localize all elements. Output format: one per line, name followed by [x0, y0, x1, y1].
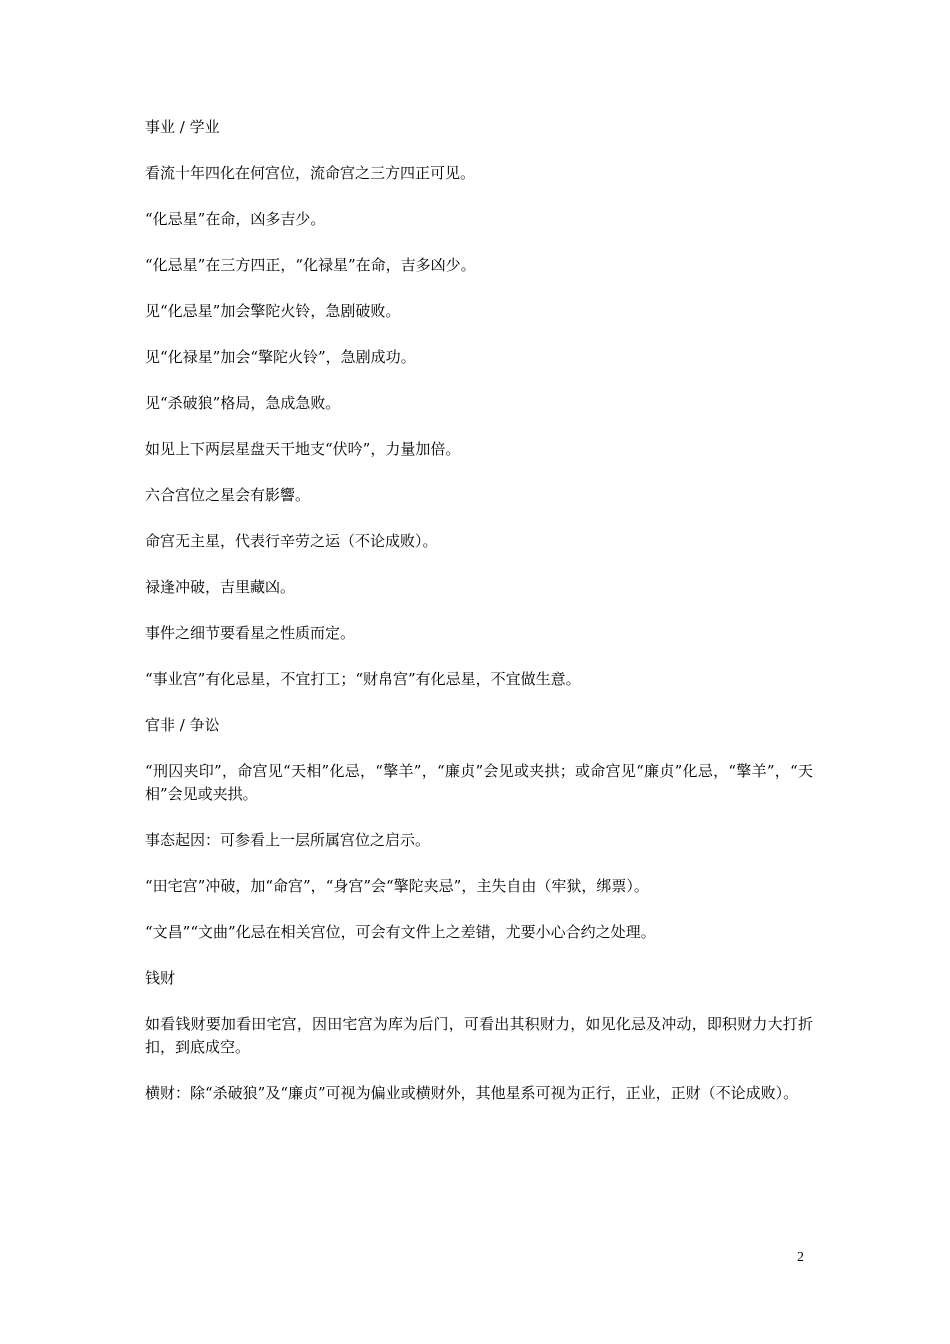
document-body	[145, 116, 813, 1128]
paragraph: 看流十年四化在何宫位，流命宫之三方四正可见。	[145, 164, 476, 182]
paragraph: 见“杀破狼”格局，急成急败。	[145, 394, 341, 412]
paragraph: 横财：除“杀破狼”及“廉贞”可视为偏业或横财外，其他星系可视为正行，正业，正财（不论成败）。	[145, 1084, 799, 1102]
paragraph: “事业宫”有化忌星，不宜打工；“财帛宫”有化忌星，不宜做生意。	[145, 670, 581, 688]
paragraph: “刑囚夹印”，命宫见“天相”化忌，“擎羊”，“廉贞”会见或夹拱；或命宫见“廉贞”化忌，“擎羊”，“天相”会见或夹拱。	[145, 762, 813, 803]
paragraph: 禄逢冲破，吉里藏凶。	[145, 578, 296, 596]
paragraph: “田宅宫”冲破，加“命宫”，“身宫”会“擎陀夹忌”，主失自由（牢狱，绑票）。	[145, 877, 649, 895]
paragraph: 六合宫位之星会有影響。	[145, 486, 311, 504]
paragraph: 见“化禄星”加会“擎陀火铃”，急剧成功。	[145, 348, 416, 366]
paragraph: 见“化忌星”加会擎陀火铃，急剧破败。	[145, 302, 401, 320]
paragraph: “化忌星”在命，凶多吉少。	[145, 210, 326, 228]
section-heading-lawsuit: 官非 / 争讼	[145, 716, 220, 734]
paragraph: “化忌星”在三方四正，“化禄星”在命，吉多凶少。	[145, 256, 476, 274]
paragraph: 事态起因：可参看上一层所属宫位之启示。	[145, 831, 431, 849]
paragraph: 事件之细节要看星之性质而定。	[145, 624, 356, 642]
paragraph: “文昌”“文曲”化忌在相关宫位，可会有文件上之差错，尤要小心合约之处理。	[145, 923, 656, 941]
paragraph: 命宫无主星，代表行辛劳之运（不论成败）。	[145, 532, 438, 550]
paragraph: 如见上下两层星盘天干地支“伏吟”，力量加倍。	[145, 440, 461, 458]
page-number: 2	[797, 1250, 804, 1265]
section-heading-wealth: 钱财	[145, 969, 176, 987]
paragraph: 如看钱财要加看田宅宫，因田宅宫为库为后门，可看出其积财力，如见化忌及冲动，即积财力大打折扣，到底成空。	[145, 1015, 813, 1056]
section-heading-career: 事业 / 学业	[145, 118, 220, 136]
